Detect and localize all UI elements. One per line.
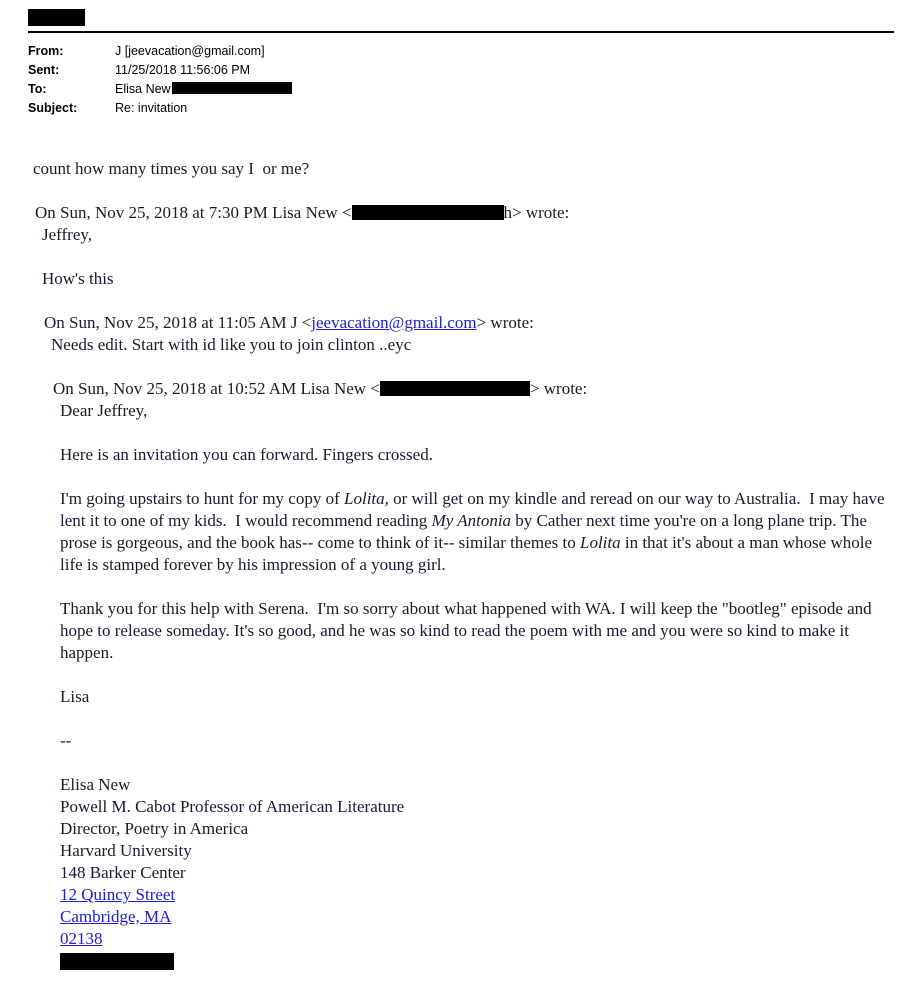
paragraph-text: I'm going upstairs to hunt for my copy of xyxy=(60,489,345,508)
thank-you-paragraph: Thank you for this help with Serena. I'm so sorry about what happened with WA. I will keep the "bootleg" episode and hope to release someday. It's so good, and he was so kind to read the poem with me and you were so kind to make it happen. xyxy=(60,599,876,662)
paragraph-text: or will get on my kindle and reread on our way to Australia. I may have lent it to one of my kids. I would recommend reading xyxy=(60,489,889,530)
redaction-bar-lisa-email-2 xyxy=(380,381,530,396)
subject-value: Re: invitation xyxy=(115,101,188,115)
quote3-content xyxy=(53,400,894,970)
from-label: From: xyxy=(28,44,64,58)
quote1-line: How's this xyxy=(42,269,114,288)
signature-title: Powell M. Cabot Professor of American Literature xyxy=(60,797,405,816)
quote3-attribution-prefix: On Sun, Nov 25, 2018 at 10:52 AM Lisa New < xyxy=(53,379,380,398)
quoted-reply-level-3 xyxy=(51,378,894,970)
invitation-paragraph: Here is an invitation you can forward. Fingers crossed. xyxy=(60,445,433,464)
signature-city-row xyxy=(60,906,894,928)
signature-block xyxy=(60,774,894,970)
book-title-lolita-2: Lolita xyxy=(579,533,621,552)
lolita-paragraph xyxy=(60,488,892,576)
quote1-attribution-prefix: On Sun, Nov 25, 2018 at 7:30 PM Lisa New < xyxy=(35,203,352,222)
zip-code-link[interactable]: 02138 xyxy=(60,929,103,948)
street-address-link[interactable]: 12 Quincy Street xyxy=(60,885,176,904)
quote3-greeting: Dear Jeffrey, xyxy=(60,401,148,420)
book-title-my-antonia: My Antonia xyxy=(431,511,512,530)
redaction-bar-to-address xyxy=(172,82,292,94)
quote2-attribution-prefix: On Sun, Nov 25, 2018 at 11:05 AM J < xyxy=(44,313,312,332)
redaction-bar-bottom xyxy=(60,953,174,970)
quote1-attribution xyxy=(35,202,894,224)
header-divider xyxy=(28,31,894,33)
opening-line: count how many times you say I or me? xyxy=(33,159,310,178)
to-label: To: xyxy=(28,82,47,96)
signature-name: Elisa New xyxy=(60,775,131,794)
quote3-attribution-suffix: > wrote: xyxy=(529,379,588,398)
signature-role: Director, Poetry in America xyxy=(60,819,249,838)
redaction-bar-lisa-email-1 xyxy=(352,205,504,220)
header-row-from xyxy=(28,42,894,61)
paragraph-text: in that it's about a man whose whole life is stamped forever by his impression of a young girl. xyxy=(60,533,877,574)
header-row-subject xyxy=(28,99,894,118)
to-value xyxy=(115,80,894,99)
quoted-reply-level-2 xyxy=(42,312,894,970)
header-row-sent xyxy=(28,61,894,80)
signature-organization: Harvard University xyxy=(60,841,192,860)
signature-street-row xyxy=(60,884,894,906)
sent-value: 11/25/2018 11:56:06 PM xyxy=(115,63,251,77)
quote1-attribution-suffix: h> wrote: xyxy=(503,203,570,222)
quote2-content xyxy=(44,334,894,970)
quote2-line: Needs edit. Start with id like you to join clinton ..eyc xyxy=(51,335,412,354)
quote1-content xyxy=(35,224,894,970)
signature-address: 148 Barker Center xyxy=(60,863,186,882)
to-name: Elisa New xyxy=(115,82,171,96)
email-body xyxy=(28,158,894,970)
quote2-attribution-suffix: > wrote: xyxy=(476,313,534,332)
quoted-reply-level-1 xyxy=(33,202,894,970)
redaction-bar-top xyxy=(28,9,85,26)
signature-zip-row xyxy=(60,928,894,950)
quote2-attribution xyxy=(44,312,894,334)
sender-email-link[interactable]: jeevacation@gmail.com xyxy=(311,313,477,332)
sent-label: Sent: xyxy=(28,63,60,77)
subject-label: Subject: xyxy=(28,101,78,115)
header-row-to xyxy=(28,80,894,99)
email-header xyxy=(28,42,894,118)
quote3-attribution xyxy=(53,378,894,400)
city-link[interactable]: Cambridge, MA xyxy=(60,907,172,926)
paragraph-text: by Cather next time you're on a long plane trip. The prose is gorgeous, and the book has-- come to think of it-- similar themes to xyxy=(60,511,872,552)
signoff: Lisa xyxy=(60,687,90,706)
book-title-lolita: Lolita, xyxy=(344,489,389,508)
signature-separator: -- xyxy=(60,731,72,750)
quote1-greeting: Jeffrey, xyxy=(42,225,93,244)
from-value: J [jeevacation@gmail.com] xyxy=(115,44,265,58)
